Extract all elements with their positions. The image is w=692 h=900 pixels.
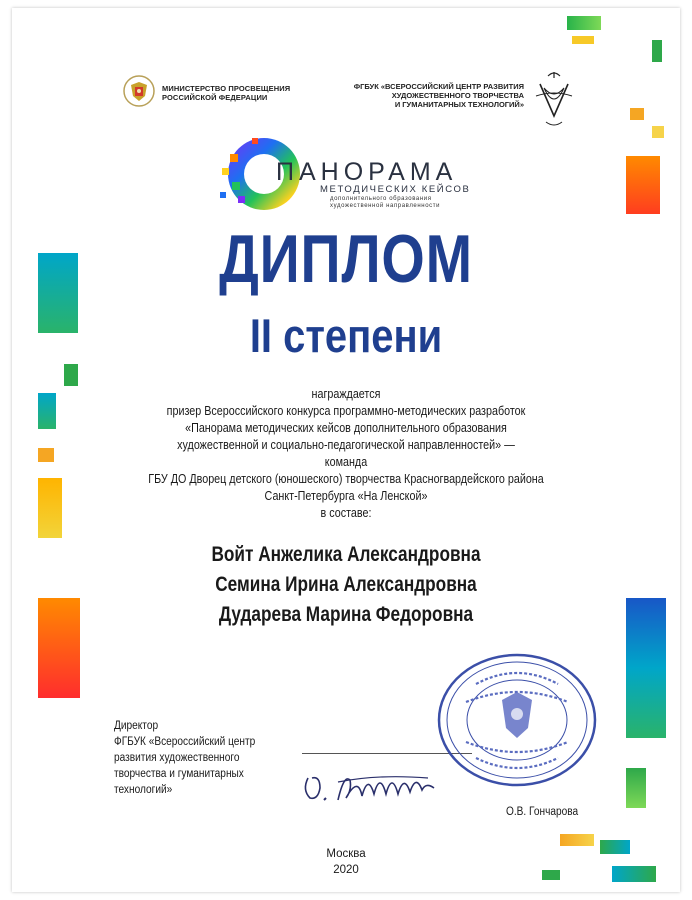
ministry-emblem-icon [122,74,156,108]
decor-bar-right-5 [626,768,646,808]
decor-bar-right-4 [626,598,666,738]
panorama-title: ПАНОРАМА [276,158,458,186]
recipient-names [72,540,620,630]
body-line-5: команда [324,455,368,469]
recipient-name-1: Войт Анжелика Александровна [211,543,481,566]
signatory-line-3: развития художественного [114,752,240,764]
signatory-line-4: творчества и гуманитарных [114,768,244,780]
center-monogram-icon [532,70,576,132]
body-line-4: художественной и социально-педагогической направленностей» — [177,438,515,452]
footer-year: 2020 [333,864,359,876]
award-body [59,386,633,522]
center-line-3: И ГУМАНИТАРНЫХ ТЕХНОЛОГИЙ» [394,100,524,109]
decor-bar-left-4 [38,448,54,462]
footer [12,846,680,878]
panorama-small-line-1: дополнительного образования [330,196,432,202]
diploma-title: ДИПЛОМ [219,221,473,297]
center-line-1: ФГБУК «ВСЕРОССИЙСКИЙ ЦЕНТР РАЗВИТИЯ [353,82,524,91]
footer-city: Москва [326,848,366,860]
decor-bar-right-3 [626,156,660,214]
panorama-logo [212,128,512,214]
center-name [312,82,524,109]
decor-bar-right-1 [630,108,644,120]
recipient-name-3: Дударева Марина Федоровна [218,603,474,626]
decor-bar-top-right [567,16,601,30]
signatory-line-2: ФГБУК «Всероссийский центр [114,736,256,748]
ministry-line-1: МИНИСТЕРСТВО ПРОСВЕЩЕНИЯ [162,84,291,93]
decor-bar-left-2 [64,364,78,386]
body-line-3: «Панорама методических кейсов дополнительного образования [185,421,507,435]
diploma-sheet [12,8,680,892]
decor-bar-left-3 [38,393,56,429]
body-line-7: Санкт-Петербурга «На Ленской» [264,489,428,503]
panorama-subtitle: МЕТОДИЧЕСКИХ КЕЙСОВ [320,184,471,195]
panorama-small-text [330,196,440,210]
signatory-title [114,718,264,798]
recipient-name-2: Семина Ирина Александровна [215,573,477,596]
signatory-name: О.В. Гончарова [506,806,579,818]
diploma-degree: II степени [249,309,443,362]
decor-bar-bottom-1 [560,834,594,846]
panorama-small-line-2: художественной направленности [330,203,441,209]
ministry-line-2: РОССИЙСКОЙ ФЕДЕРАЦИИ [162,93,268,102]
official-stamp-icon [436,652,598,788]
body-line-1: награждается [311,387,381,401]
body-line-8: в составе: [320,506,372,520]
handwritten-signature-icon [298,760,458,810]
signatory-line-1: Директор [114,720,159,732]
decor-bar-top-right-3 [652,40,662,62]
body-line-6: ГБУ ДО Дворец детского (юношеского) творчества Красногвардейского района [148,472,544,486]
decor-bar-right-2 [652,126,664,138]
center-line-2: ХУДОЖЕСТВЕННОГО ТВОРЧЕСТВА [391,91,524,100]
decor-bar-top-right-2 [572,36,594,44]
body-line-2: призер Всероссийского конкурса программно-методических разработок [166,404,526,418]
signatory-line-5: технологий» [114,784,173,796]
ministry-name [162,84,290,102]
